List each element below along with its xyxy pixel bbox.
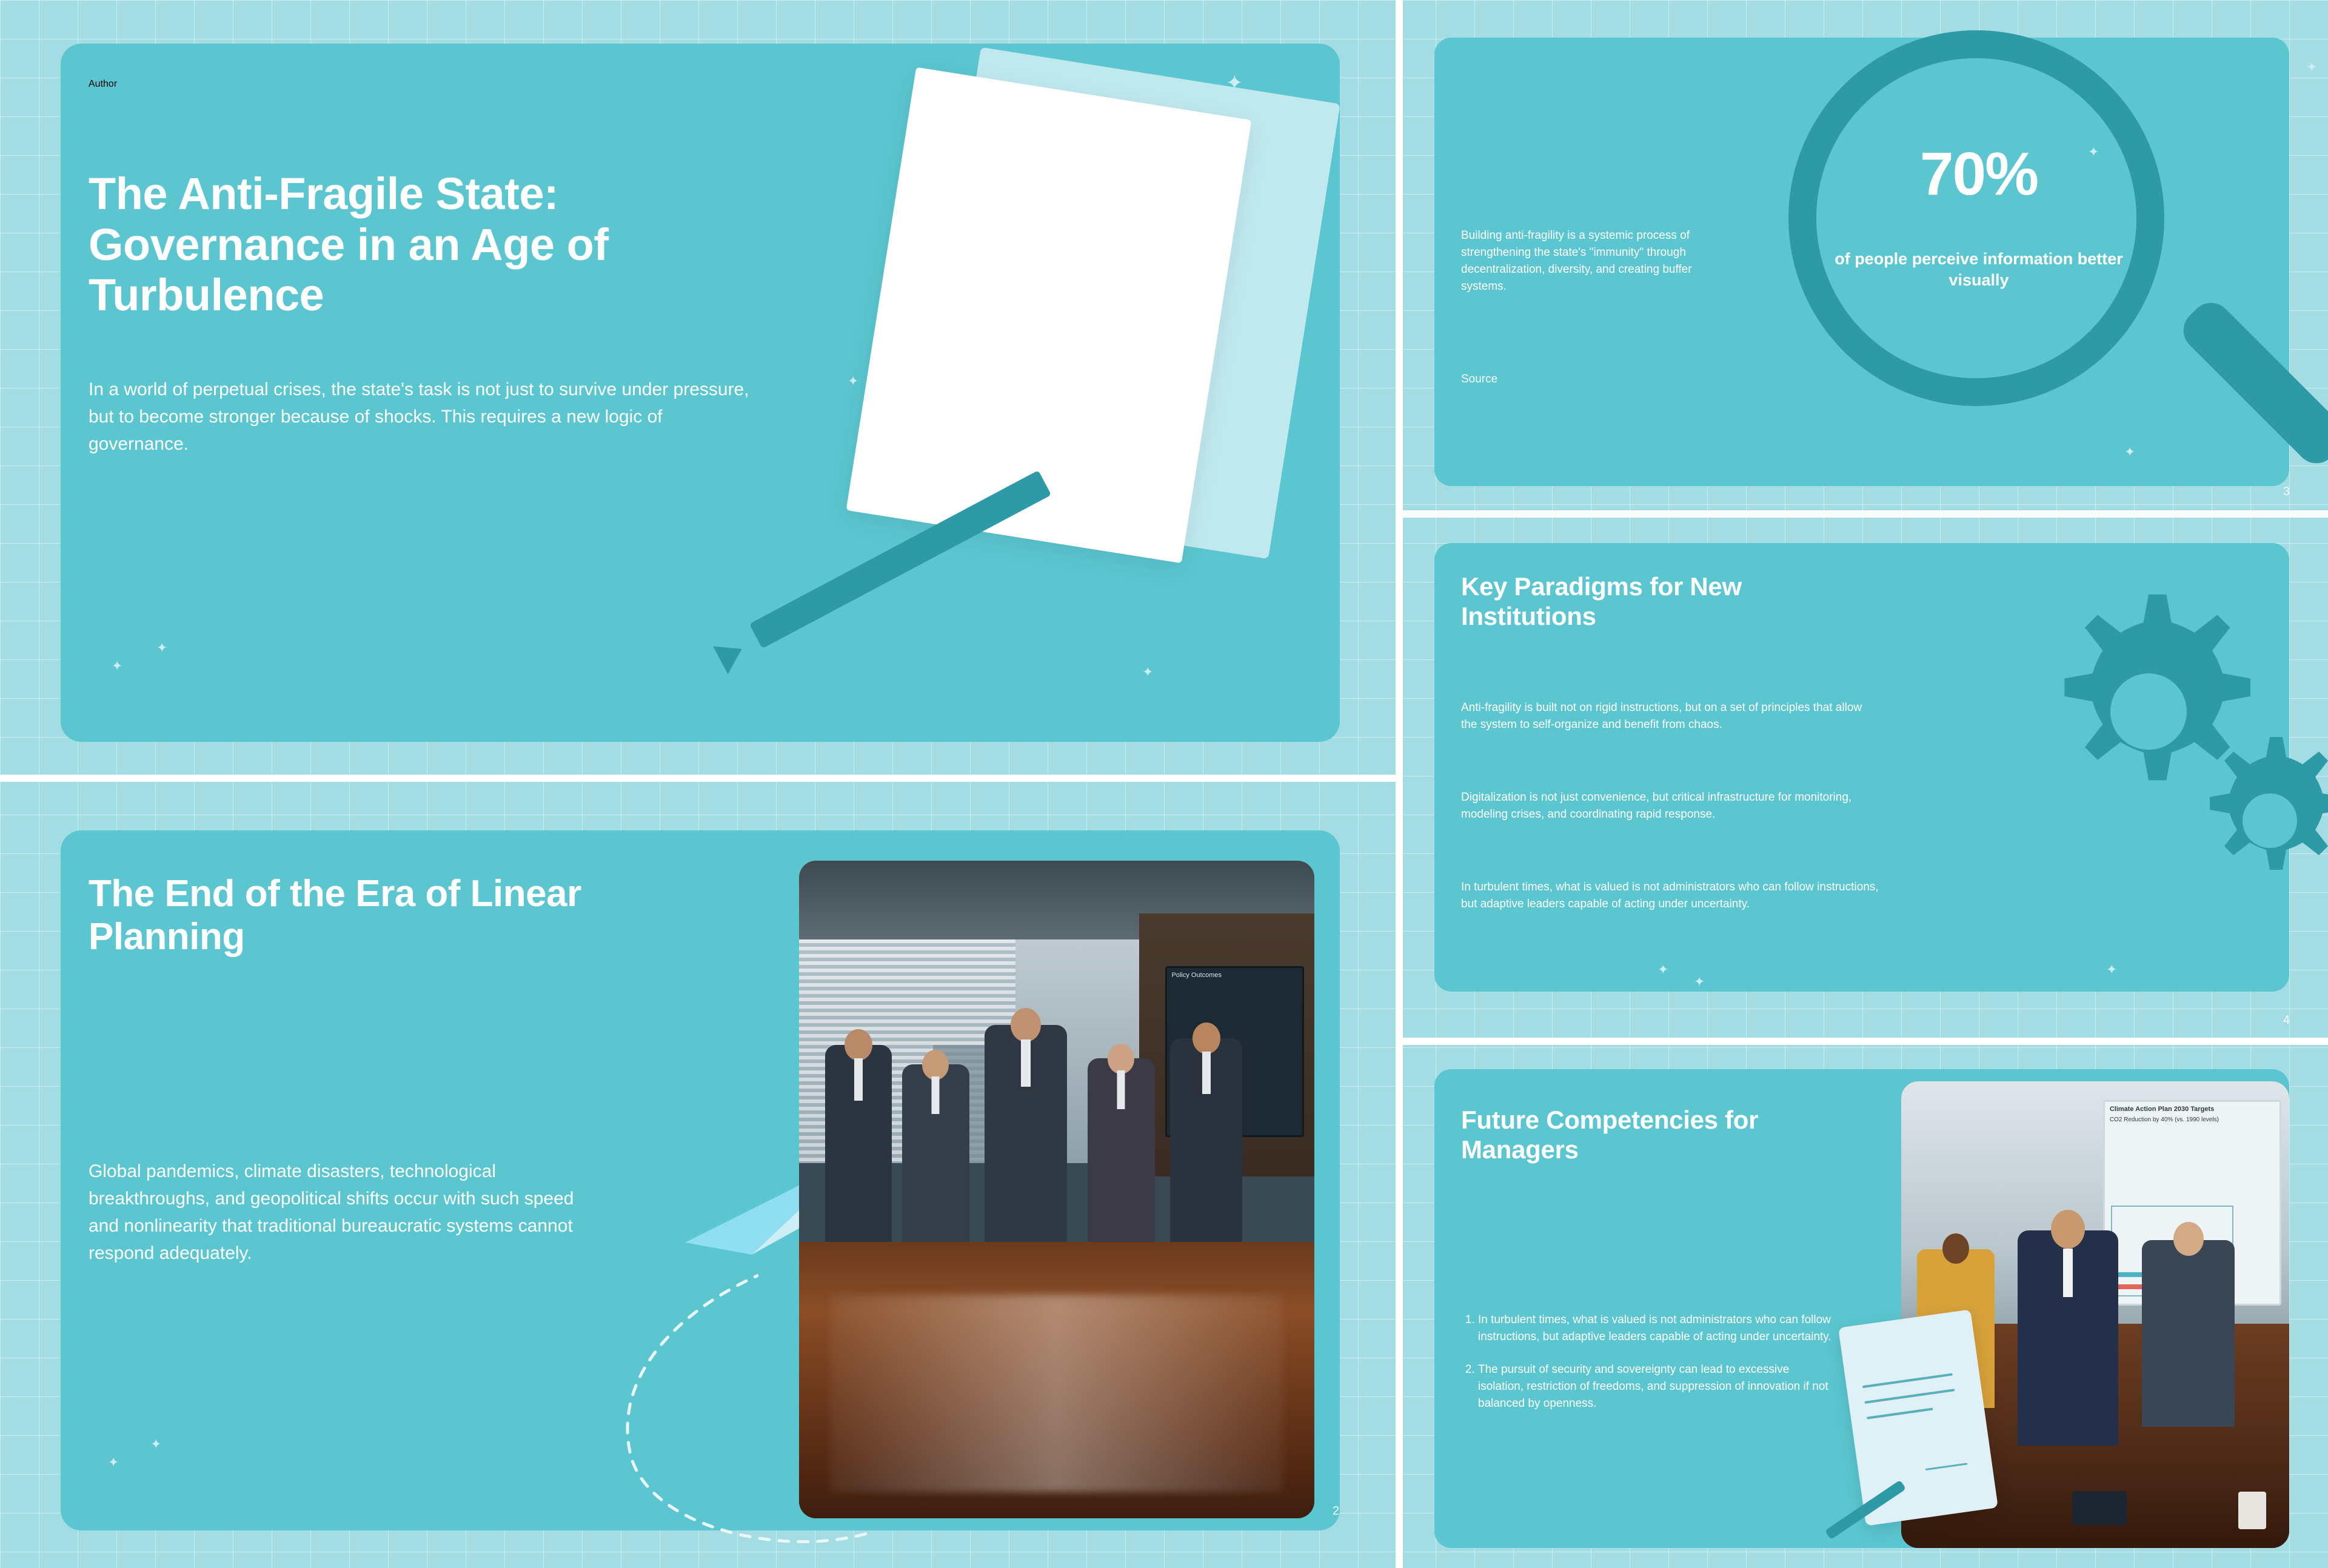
- sparkle-icon: ✦: [112, 658, 123, 673]
- slide-3[interactable]: [1403, 0, 2328, 510]
- photo-board-line: CO2 Reduction by 40% (vs. 1990 levels): [2109, 1116, 2219, 1123]
- sparkle-icon: ✦: [108, 1455, 119, 1470]
- slide-2[interactable]: [0, 782, 1396, 1568]
- list-item: 2. The pursuit of security and sovereignty can lead to excessive isolation, restriction of freedoms, and suppression of innovation if not balanced by openness.: [1478, 1361, 1837, 1412]
- slide-4-paragraph-2: Digitalization is not just convenience, but critical infrastructure for monitoring, modeling crises, and coordinating rapid response.: [1461, 791, 1852, 821]
- row-separator-left: [0, 775, 1396, 782]
- slide-5[interactable]: [1403, 1045, 2328, 1568]
- slide-2-page-number: 2: [1333, 1504, 1340, 1518]
- sparkle-icon: ✦: [2106, 962, 2118, 977]
- column-separator: [1396, 0, 1403, 1568]
- sparkle-icon: ✦: [1226, 72, 1243, 95]
- slide-2-photo: [799, 861, 1314, 1518]
- slide-4-paragraph-1: Anti-fragility is built not on rigid instructions, but on a set of principles that allow the system to self-organize and benefit from chaos.: [1461, 701, 1862, 732]
- list-item: 1. In turbulent times, what is valued is not administrators who can follow instructions, but adaptive leaders capable of acting under uncertainty.: [1478, 1312, 1837, 1346]
- slide-4[interactable]: [1403, 518, 2328, 1038]
- slide-1-title: The Anti-Fragile State: Governance in an Age of Turbulence: [89, 168, 609, 321]
- slide-4-paragraph-3: In turbulent times, what is valued is not administrators who can follow instructions, but adaptive leaders capable of acting under uncertainty.: [1461, 881, 1879, 911]
- document-illustration: [1838, 1309, 1998, 1526]
- photo-board-title: Climate Action Plan 2030 Targets: [2109, 1105, 2215, 1113]
- sparkle-icon: ✦: [1657, 962, 1669, 977]
- slide-4-title: Key Paradigms for New Institutions: [1461, 572, 1742, 630]
- slide-4-page-number: 4: [2283, 1013, 2290, 1027]
- sparkle-icon: ✦: [150, 1436, 162, 1452]
- gear-icon-small: [2179, 730, 2328, 912]
- slide-5-title: Future Competencies for Managers: [1461, 1106, 1759, 1164]
- slide-3-source-label: Source: [1461, 373, 1498, 385]
- sparkle-icon: ✦: [156, 640, 168, 655]
- sparkle-icon: ✦: [1694, 974, 1705, 989]
- slide-2-title: The End of the Era of Linear Planning: [89, 873, 581, 958]
- coffee-cup-icon: [2238, 1492, 2266, 1529]
- sparkle-icon: ✦: [1142, 664, 1154, 679]
- sparkle-icon: ✦: [848, 373, 859, 389]
- sparkle-icon: ✦: [2124, 444, 2136, 459]
- slide-3-body: Building anti-fragility is a systemic process of strengthening the state's "immunity" through decentralization, diversity, and creating buffer systems.: [1461, 229, 1692, 293]
- row-separator-right-2: [1403, 1038, 2328, 1045]
- slide-5-list: [1461, 1312, 1837, 1429]
- slide-3-page-number: 3: [2283, 485, 2290, 498]
- tablet-icon: [2072, 1491, 2127, 1525]
- paper-front-shape: [846, 67, 1252, 563]
- stat-value: 70%: [1919, 140, 2038, 208]
- author-label: Author: [89, 79, 118, 89]
- slide-1[interactable]: [0, 0, 1396, 775]
- sparkle-icon: ✦: [2088, 144, 2099, 159]
- slide-1-body: In a world of perpetual crises, the state's task is not just to survive under pressure, but to become stronger because of shocks. This requires a new logic of governance.: [89, 379, 749, 454]
- photo-screen-label: Policy Outcomes: [1171, 971, 1222, 979]
- stat-caption: of people perceive information better visually: [1835, 250, 2123, 290]
- slide-2-body: Global pandemics, climate disasters, technological breakthroughs, and geopolitical shifts occur with such speed and nonlinearity that traditional bureaucratic systems cannot respond adequately.: [89, 1161, 574, 1263]
- row-separator-right-1: [1403, 510, 2328, 518]
- sparkle-icon: ✦: [2306, 59, 2318, 75]
